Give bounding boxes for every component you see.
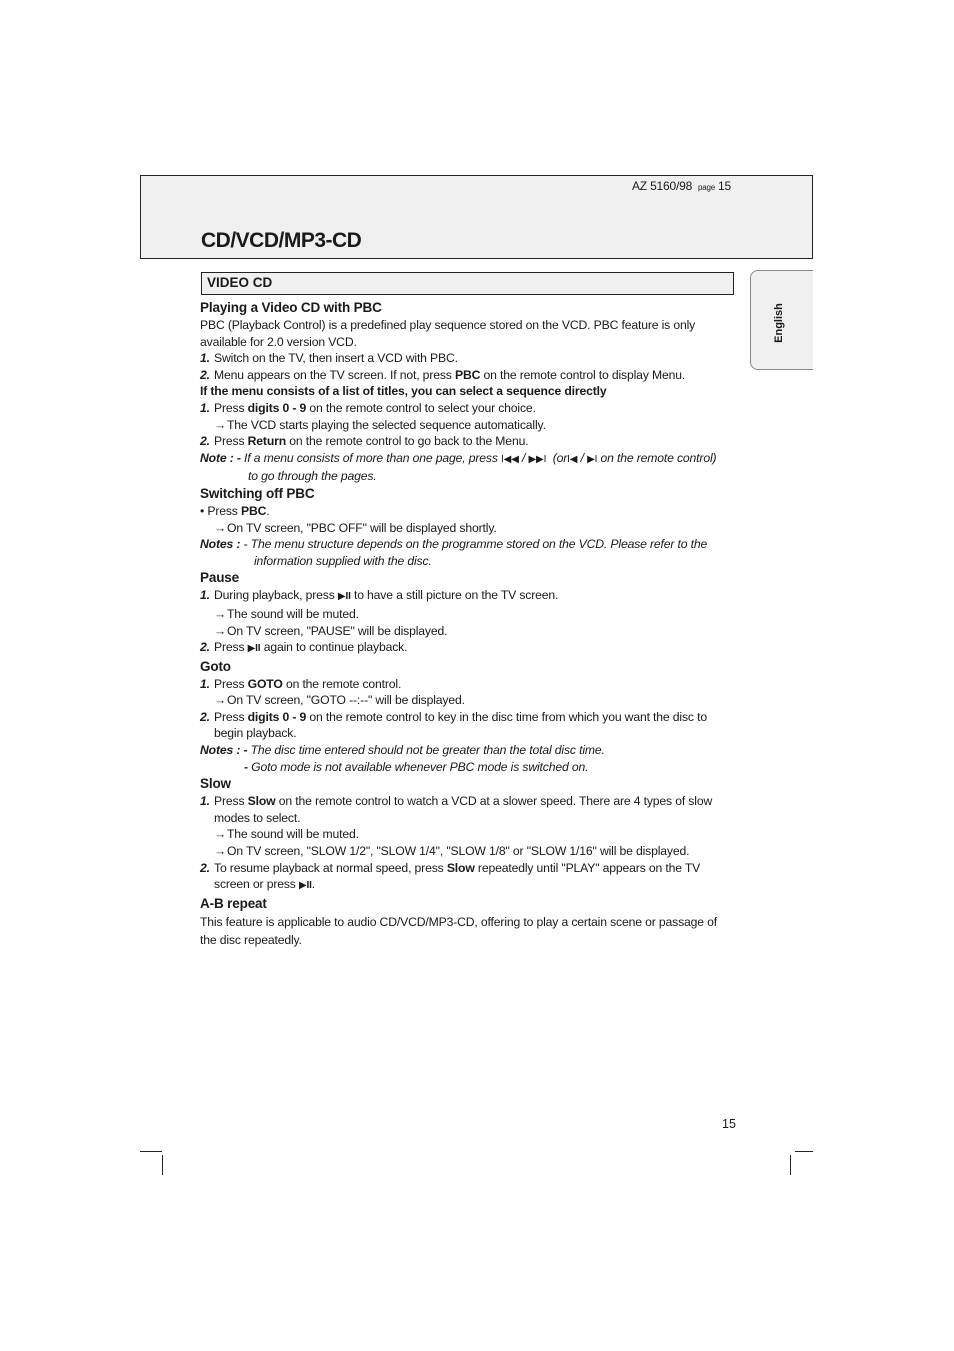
bullet-text: . <box>266 503 270 518</box>
step-text: During playback, press <box>214 588 338 603</box>
note-text: - The menu structure depends on the programme stored on the VCD. Please refer to the <box>240 537 708 552</box>
pause-step-2 <box>200 639 734 658</box>
pbc-step-2 <box>200 367 734 384</box>
play-pause-icon: ▶II <box>247 643 261 655</box>
pbc-off-result <box>200 520 734 537</box>
heading-playing-pbc: Playing a Video CD with PBC <box>200 300 382 315</box>
menu-step-2 <box>200 433 734 450</box>
step-number: 2. <box>200 367 210 382</box>
key-pbc: PBC <box>454 367 481 382</box>
step-text: on the remote control to watch a VCD at a slower speed. There are 4 types of slow modes to select. <box>214 794 713 825</box>
key-goto: GOTO <box>247 676 283 691</box>
result-text: On TV screen, "PBC OFF" will be displayed shortly. <box>227 520 497 535</box>
heading-slow: Slow <box>200 776 231 792</box>
slow-step-2 <box>200 860 734 895</box>
language-tab <box>750 270 813 370</box>
step-text: again to continue playback. <box>260 640 408 655</box>
play-pause-icon: ▶II <box>298 880 312 892</box>
goto-result-1 <box>200 692 734 709</box>
heading-goto: Goto <box>200 658 231 674</box>
skip-previous-icon: I◀ <box>567 453 578 465</box>
crop-mark <box>162 1155 163 1175</box>
step-text: Press <box>214 400 248 415</box>
step-text: to have a still picture on the TV screen. <box>350 588 559 603</box>
step-text: Press <box>214 676 248 691</box>
pause-result-2 <box>200 623 734 640</box>
key-pbc: PBC <box>241 503 267 518</box>
footer-page-number: 15 <box>722 1117 736 1131</box>
arrow-icon: → <box>214 417 227 432</box>
arrow-icon: → <box>214 520 227 535</box>
step-text: on the remote control to key in the disc time from which you want the disc to begin playback. <box>214 709 707 741</box>
step-text: repeatedly until "PLAY" appears on the TV screen or press <box>214 860 701 892</box>
goto-notes <box>200 742 734 759</box>
key-return: Return <box>247 434 287 449</box>
note-text: Goto mode is not available whenever PBC mode is switched on. <box>247 759 589 774</box>
note-text: If a menu consists of more than one page, press <box>240 450 502 465</box>
arrow-icon: → <box>214 693 227 708</box>
step-text: Menu appears on the TV screen. If not, press <box>214 367 455 382</box>
goto-step-2 <box>200 709 734 742</box>
ab-text: This feature is applicable to audio CD/VCD/MP3-CD, offering to play a certain scene or passage of the disc repeatedly. <box>200 914 718 947</box>
result-text: The VCD starts playing the selected sequence automatically. <box>227 417 546 432</box>
pause-step-1 <box>200 587 734 606</box>
result-text: The sound will be muted. <box>227 606 359 621</box>
model-label: AZ 5160/98 <box>632 179 693 193</box>
step-number: 1. <box>200 676 210 691</box>
arrow-icon: → <box>214 844 227 859</box>
menu-heading: If the menu consists of a list of titles, you can select a sequence directly <box>200 384 607 399</box>
arrow-icon: → <box>214 606 227 621</box>
main-content <box>200 299 734 949</box>
goto-step-1 <box>200 676 734 693</box>
step-text: on the remote control. <box>282 676 402 691</box>
bullet-text: • Press <box>200 503 241 518</box>
arrow-icon: → <box>214 827 227 842</box>
step-text: on the remote control to select your choice. <box>306 400 536 415</box>
pbc-intro: PBC (Playback Control) is a predefined play sequence stored on the VCD. PBC feature is only available for 2.0 version VCD. <box>200 318 696 349</box>
crop-mark <box>795 1151 813 1152</box>
step-text: on the remote control to display Menu. <box>480 367 686 382</box>
result-text: On TV screen, "PAUSE" will be displayed. <box>227 623 448 638</box>
slow-result-1 <box>200 826 734 843</box>
pbc-note <box>200 450 734 469</box>
step-text: Press <box>214 709 248 724</box>
note-label: Notes : - <box>200 743 248 758</box>
step-text: Switch on the TV, then insert a VCD with PBC. <box>214 351 458 366</box>
step-number: 1. <box>200 588 210 603</box>
skip-next-icon: ▶I <box>587 453 598 465</box>
step-text: . <box>311 877 316 892</box>
step-number: 2. <box>200 860 210 875</box>
result-text: On TV screen, "SLOW 1/2", "SLOW 1/4", "SLOW 1/8" or "SLOW 1/16" will be displayed. <box>227 844 690 859</box>
section-title: VIDEO CD <box>201 272 734 295</box>
slow-step-1 <box>200 793 734 826</box>
slash-separator: / <box>522 450 526 465</box>
heading-switching-off-pbc: Switching off PBC <box>200 485 315 501</box>
step-number: 2. <box>200 640 210 655</box>
step-text: To resume playback at normal speed, press <box>214 860 447 875</box>
slow-result-2 <box>200 843 734 860</box>
note-dash: - <box>244 759 248 774</box>
note-text: on the remote control) <box>597 450 717 465</box>
slash-separator: / <box>580 450 584 465</box>
heading-ab-repeat: A-B repeat <box>200 895 267 911</box>
goto-notes-cont <box>200 759 734 776</box>
arrow-icon: → <box>214 623 227 638</box>
menu-step-1 <box>200 400 734 417</box>
play-pause-icon: ▶II <box>337 591 351 603</box>
step-text: Press <box>214 794 248 809</box>
step-text: on the remote control to go back to the Menu. <box>286 434 529 449</box>
previous-icon: I◀◀ <box>501 453 519 465</box>
step-number: 1. <box>200 400 210 415</box>
pbc-off-bullet <box>200 503 734 520</box>
next-icon: ▶▶I <box>528 453 547 465</box>
step-text: Press <box>214 434 248 449</box>
step-text: Press <box>214 640 248 655</box>
crop-mark <box>790 1155 791 1175</box>
step-number: 1. <box>200 351 210 366</box>
page-word: page <box>698 183 716 192</box>
pbc-off-notes <box>200 536 734 553</box>
key-slow: Slow <box>446 860 475 875</box>
pause-result-1 <box>200 606 734 623</box>
note-label: Notes : <box>200 537 241 552</box>
note-text: (or <box>552 450 568 465</box>
language-label: English <box>773 303 785 343</box>
page-title: CD/VCD/MP3-CD <box>201 229 362 252</box>
pbc-note-cont: to go through the pages. <box>248 469 377 484</box>
key-digits: digits 0 - 9 <box>247 400 307 415</box>
note-text: The disc time entered should not be greater than the total disc time. <box>247 743 605 758</box>
key-slow: Slow <box>247 794 276 809</box>
step-number: 2. <box>200 709 210 724</box>
key-digits: digits 0 - 9 <box>247 709 307 724</box>
model-number <box>632 179 731 193</box>
result-text: On TV screen, "GOTO --:--" will be displayed. <box>227 693 465 708</box>
result-text: The sound will be muted. <box>227 827 359 842</box>
heading-pause: Pause <box>200 570 240 586</box>
header-page-number: 15 <box>718 179 731 193</box>
crop-mark <box>140 1151 162 1152</box>
menu-step-1-result <box>200 417 734 434</box>
step-number: 1. <box>200 794 210 809</box>
note-label: Note : - <box>200 450 241 465</box>
pbc-off-notes-cont: information supplied with the disc. <box>254 553 432 568</box>
step-number: 2. <box>200 434 210 449</box>
pbc-step-1 <box>200 350 734 367</box>
